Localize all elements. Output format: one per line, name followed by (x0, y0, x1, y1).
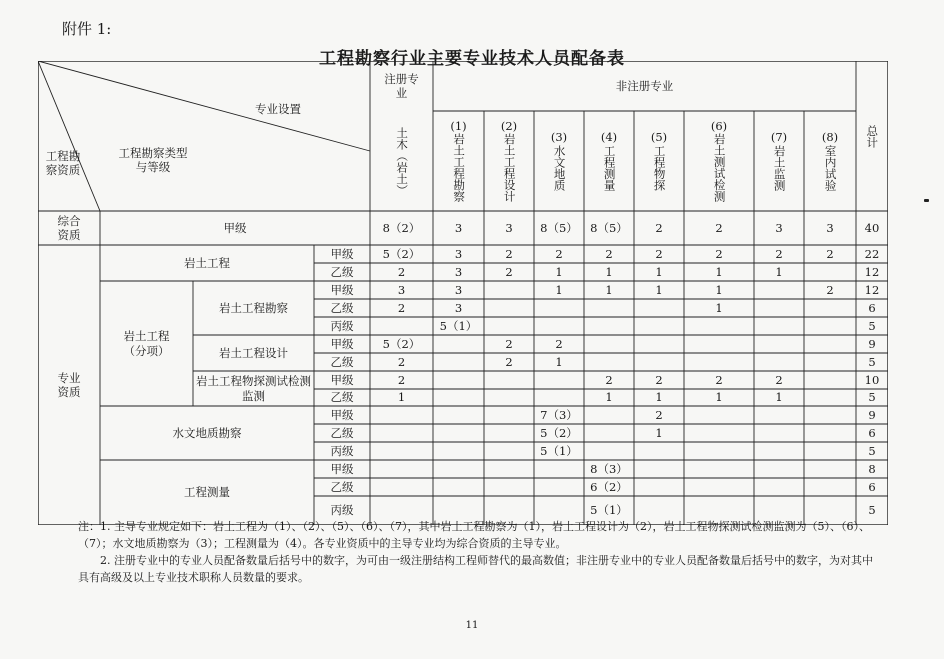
table-cell: 2 (655, 246, 663, 261)
table-cell (370, 478, 433, 496)
table-cell (804, 389, 856, 406)
column-header-num: (3) (550, 130, 568, 145)
notes (78, 518, 878, 586)
table-cell (433, 353, 484, 371)
table-cell (754, 281, 804, 299)
table-cell: 2 (655, 407, 663, 422)
table-cell (534, 299, 584, 317)
column-header-name: 岩土工程勘察 (452, 133, 467, 203)
table-cell (484, 406, 534, 424)
staffing-table (38, 61, 888, 525)
table-cell: 8（2） (382, 220, 421, 235)
table-cell (804, 478, 856, 496)
column-header-name: 室内试验 (823, 144, 838, 191)
total-cell: 22 (864, 246, 880, 261)
column-header-name: 工程测量 (602, 144, 617, 191)
table-cell (754, 335, 804, 353)
table-cell: 1 (715, 300, 723, 315)
table-cell (754, 424, 804, 442)
table-cell (584, 442, 634, 460)
table-cell (804, 371, 856, 389)
table-cell (634, 460, 684, 478)
total-cell: 8 (868, 461, 876, 476)
table-cell: 2 (715, 246, 723, 261)
corner-label-qualification: 工程勘察资质 (45, 148, 81, 177)
table-cell (684, 442, 754, 460)
column-header-num: (7) (770, 130, 788, 145)
table-cell: 2 (397, 264, 406, 279)
hydro-survey-label: 水文地质勘察 (172, 425, 242, 440)
total-cell: 6 (868, 300, 876, 315)
table-cell (433, 371, 484, 389)
table-cell (754, 460, 804, 478)
total-cell: 5 (868, 390, 876, 405)
grade-label: 甲级 (330, 407, 354, 422)
table-cell (684, 335, 754, 353)
column-header-6 (684, 111, 754, 211)
grade-label: 乙级 (330, 390, 354, 405)
column-header-num: (5) (650, 130, 668, 145)
table-cell: 5（2） (382, 246, 421, 261)
table-cell: 2 (555, 336, 563, 351)
table-cell: 8（5） (540, 220, 578, 235)
table-cell: 5（1） (590, 503, 628, 518)
table-cell: 2 (826, 282, 834, 297)
table-cell: 8（3） (590, 461, 628, 476)
non-registered-group-header: 非注册专业 (615, 78, 674, 93)
grade-label: 甲级 (330, 246, 354, 261)
grade-label: 甲级 (330, 372, 354, 387)
note-2: 2. 注册专业中的专业人员配备数量后括号中的数字，为可由一级注册结构工程师替代的最高数值；非注册专业中的专业人员配备数量后括号中的数字，为对其中具有高级及以上专业技术职称人员数量的要求。 (78, 554, 873, 584)
geotech-testing-label: 岩土工程物探测试检测监测 (196, 374, 311, 403)
table-cell (754, 353, 804, 371)
column-header-2 (484, 111, 534, 211)
corner-label-profession: 专业设置 (255, 101, 301, 116)
table-cell (484, 371, 534, 389)
total-cell: 5 (868, 318, 876, 333)
grade-label: 乙级 (330, 300, 354, 315)
table-cell (584, 406, 634, 424)
table-cell (534, 389, 584, 406)
table-cell (484, 317, 534, 335)
table-cell: 6（2） (590, 479, 628, 494)
column-header-4 (584, 111, 634, 211)
total-cell: 5 (868, 354, 876, 369)
geotech-label: 岩土工程 (184, 255, 230, 270)
table-cell (484, 442, 534, 460)
table-cell: 2 (715, 372, 723, 387)
grade-label: 甲级 (330, 336, 354, 351)
table-cell (804, 442, 856, 460)
column-header-name: 水文地质 (552, 144, 567, 191)
column-header-num: (2) (500, 118, 518, 133)
table-cell: 2 (505, 246, 513, 261)
table-cell: 3 (454, 220, 463, 235)
table-cell (804, 263, 856, 281)
table-cell: 2 (505, 264, 513, 279)
grade-label: 丙级 (330, 443, 354, 458)
table-cell: 1 (605, 282, 613, 297)
column-header-name: 土木（岩土） (395, 126, 410, 196)
table-cell (370, 460, 433, 478)
column-header-1 (433, 111, 484, 211)
table-cell (484, 424, 534, 442)
engineering-survey-label: 工程测量 (184, 485, 230, 500)
table-cell: 1 (655, 425, 663, 440)
column-header-num: (8) (821, 130, 839, 145)
table-cell: 2 (775, 246, 783, 261)
table-cell: 2 (775, 372, 783, 387)
table-cell: 1 (555, 354, 563, 369)
table-cell (584, 424, 634, 442)
table-cell: 5（2） (382, 336, 421, 351)
table-cell: 1 (655, 264, 663, 279)
table-cell (484, 299, 534, 317)
table-cell: 2 (555, 246, 563, 261)
column-header-8 (804, 111, 856, 211)
table-cell (433, 478, 484, 496)
table-cell (370, 424, 433, 442)
table-cell: 3 (454, 264, 463, 279)
table-cell (804, 353, 856, 371)
table-cell (754, 406, 804, 424)
table-cell (584, 317, 634, 335)
column-header-name: 岩土测试检测 (712, 133, 727, 203)
grade-label: 丙级 (330, 503, 354, 518)
grade-label: 乙级 (330, 479, 354, 494)
table-cell (584, 335, 634, 353)
table-cell (433, 442, 484, 460)
column-header-name: 岩土工程设计 (502, 133, 517, 203)
table-cell: 3 (505, 220, 513, 235)
table-cell (634, 353, 684, 371)
table-cell: 2 (505, 354, 513, 369)
geotech-subitem-label: 岩土工程（分项） (123, 329, 170, 358)
table-cell (584, 299, 634, 317)
table-cell (433, 389, 484, 406)
table-cell: 2 (397, 300, 406, 315)
table-cell: 7（3） (540, 407, 578, 422)
table-cell: 3 (826, 220, 834, 235)
grade-label: 乙级 (330, 264, 354, 279)
page-number: 11 (465, 620, 479, 631)
table-cell: 8（5） (590, 220, 628, 235)
grade-label: 丙级 (330, 318, 354, 333)
geotech-survey-label: 岩土工程勘察 (219, 300, 288, 315)
grade-label: 乙级 (330, 425, 354, 440)
table-cell (433, 335, 484, 353)
table-cell: 5（2） (540, 425, 578, 440)
column-header-civil (370, 111, 433, 211)
table-cell (754, 299, 804, 317)
grade-label: 甲级 (330, 282, 354, 297)
attachment-label: 附件 1: (62, 20, 112, 38)
column-header-7 (754, 111, 804, 211)
professional-qualification-label: 专业资质 (57, 370, 81, 399)
corner-label-type: 工程勘察类型与等级 (118, 145, 188, 174)
table-cell: 1 (605, 390, 613, 405)
table-cell (754, 442, 804, 460)
table-cell: 2 (397, 372, 406, 387)
table-cell (804, 317, 856, 335)
total-header: 总计 (865, 124, 880, 148)
table-cell: 5（1） (439, 318, 478, 333)
table-cell: 3 (454, 282, 463, 297)
column-header-num: (4) (600, 130, 618, 145)
table-cell (684, 353, 754, 371)
table-cell: 1 (715, 264, 723, 279)
table-cell (634, 442, 684, 460)
table-cell (484, 281, 534, 299)
table-cell (484, 389, 534, 406)
total-cell: 6 (868, 425, 876, 440)
table-cell: 2 (605, 246, 613, 261)
table-cell: 1 (715, 390, 723, 405)
table-cell: 3 (454, 300, 463, 315)
table-cell: 1 (397, 390, 406, 405)
table-cell (634, 478, 684, 496)
table-cell (804, 335, 856, 353)
table-cell (433, 406, 484, 424)
comprehensive-grade-label: 甲级 (223, 220, 247, 235)
table-cell (634, 299, 684, 317)
table-cell (370, 442, 433, 460)
table-cell: 1 (775, 390, 783, 405)
grade-label: 甲级 (330, 461, 354, 476)
column-header-num: (1) (450, 118, 467, 133)
table-cell (684, 460, 754, 478)
total-cell: 6 (868, 479, 876, 494)
grade-label: 乙级 (330, 354, 354, 369)
table-cell (754, 317, 804, 335)
table-cell: 1 (715, 282, 723, 297)
table-cell (804, 424, 856, 442)
table-cell: 2 (505, 336, 513, 351)
table-cell: 2 (826, 246, 834, 261)
table-cell (433, 424, 484, 442)
comprehensive-qualification-label: 综合资质 (57, 213, 81, 242)
total-cell: 10 (864, 372, 880, 387)
table-cell (684, 317, 754, 335)
table-cell (684, 478, 754, 496)
column-header-name: 岩土监测 (772, 144, 787, 191)
geotech-design-label: 岩土工程设计 (219, 345, 288, 360)
table-cell: 2 (605, 372, 613, 387)
total-cell: 5 (868, 443, 876, 458)
total-cell: 5 (868, 503, 876, 518)
table-cell: 5（1） (540, 443, 578, 458)
table-cell: 1 (655, 390, 663, 405)
table-cell (634, 317, 684, 335)
column-header-name: 工程物探 (652, 144, 667, 191)
table-cell: 3 (775, 220, 783, 235)
registered-group-header: 注册专业 (384, 71, 419, 100)
table-cell (484, 478, 534, 496)
total-cell: 9 (868, 336, 876, 351)
table-cell (484, 460, 534, 478)
table-cell: 1 (605, 264, 613, 279)
table-cell: 1 (555, 264, 563, 279)
table-cell: 1 (555, 282, 563, 297)
table-cell: 1 (775, 264, 783, 279)
table-cell (754, 478, 804, 496)
table-cell (804, 460, 856, 478)
column-header-num: (6) (710, 118, 728, 133)
scan-mark (924, 199, 929, 202)
table-cell (634, 335, 684, 353)
table-cell (534, 371, 584, 389)
table-cell: 2 (715, 220, 723, 235)
table-cell: 3 (397, 282, 406, 297)
table-cell (534, 460, 584, 478)
table-cell (370, 406, 433, 424)
table-cell: 2 (397, 354, 406, 369)
total-cell: 12 (864, 282, 880, 297)
table-cell (534, 317, 584, 335)
table-cell (584, 353, 634, 371)
table-cell (534, 478, 584, 496)
table-cell (804, 406, 856, 424)
note-1: 注：1. 主导专业规定如下：岩土工程为（1）、（2）、（5）、（6）、（7），其中岩土工程勘察为（1），岩土工程设计为（2），岩土工程物探测试检测监测为（5）、（6）、（7）；水文地质勘察为（3）；工程测量为（4）。各专业资质中的主导专业均为综合资质的主导专业。 (78, 520, 870, 550)
table-cell (684, 406, 754, 424)
table-cell (433, 460, 484, 478)
table-cell: 1 (655, 282, 663, 297)
table-title: 工程勘察行业主要专业技术人员配备表 (319, 49, 625, 69)
total-cell: 40 (864, 220, 880, 235)
table-cell: 2 (655, 372, 663, 387)
table-cell (804, 299, 856, 317)
column-header-3 (534, 111, 584, 211)
total-cell: 9 (868, 407, 876, 422)
table-cell (684, 424, 754, 442)
table-cell: 3 (454, 246, 463, 261)
column-header-5 (634, 111, 684, 211)
table-cell: 2 (655, 220, 663, 235)
total-cell: 12 (864, 264, 880, 279)
table-cell (370, 317, 433, 335)
